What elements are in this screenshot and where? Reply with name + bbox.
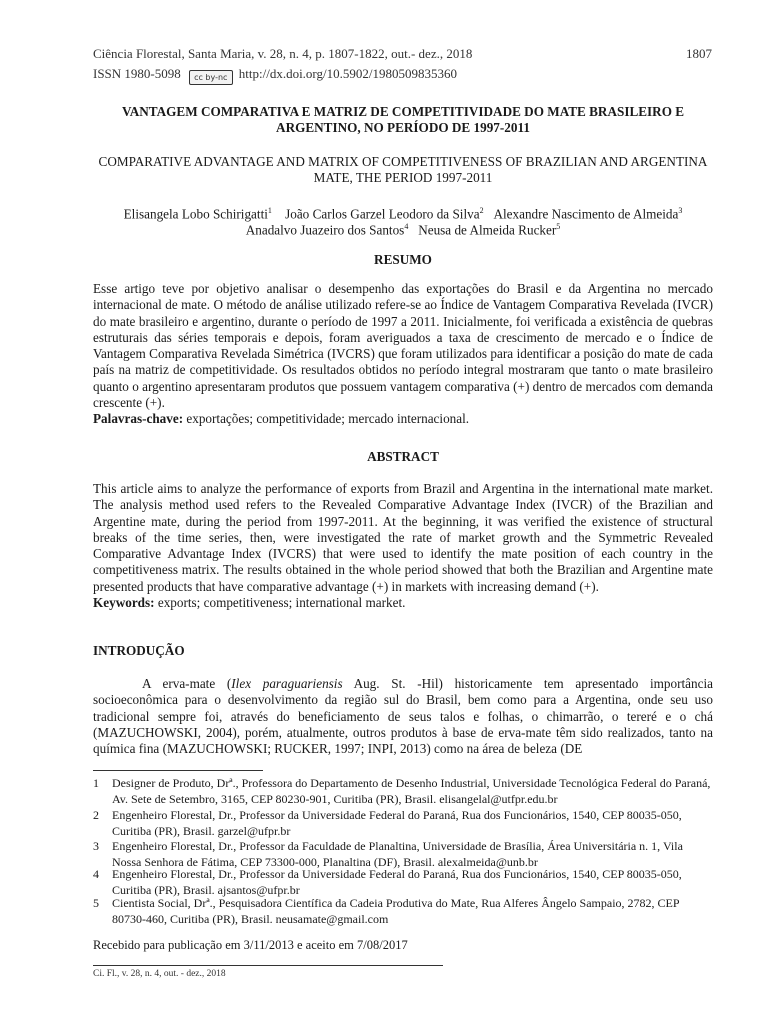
received-date: Recebido para publicação em 3/11/2013 e aceito em 7/08/2017 <box>93 938 408 952</box>
footnote-text: Cientista Social, Drª., Pesquisadora Científica da Cadeia Produtiva do Mate, Rua Alferes Ângelo Sampaio, 2782, CEP 80730-460, Curitiba (PR), Brasil. neusamate@gmail.com <box>112 896 680 926</box>
footnote-number: 4 <box>93 867 99 881</box>
journal-citation: Ciência Florestal, Santa Maria, v. 28, n. 4, p. 1807-1822, out.- dez., 2018 <box>93 46 473 61</box>
footnote-2 <box>93 807 713 839</box>
author-name: Alexandre Nascimento de Almeida <box>493 206 679 222</box>
issn-doi-line <box>93 66 457 85</box>
author-name: Anadalvo Juazeiro dos Santos <box>245 222 405 238</box>
intro-text-lead: A erva-mate ( <box>142 676 232 691</box>
footnote-text: Engenheiro Florestal, Dr., Professor da Universidade Federal do Paraná, Rua dos Funcionários, 1540, CEP 80035-050, Curitiba (PR), Brasil. garzel@ufpr.br <box>112 808 682 838</box>
resumo-heading: RESUMO <box>374 252 432 267</box>
footnote-text: Designer de Produto, Drª., Professora do Departamento de Desenho Industrial, Universidade Tecnológica Federal do Paraná, Av. Sete de Setembro, 3165, CEP 80230-901, Curitiba (PR), Brasil. elisangelal@utfpr.edu.br <box>112 776 711 806</box>
footnote-number: 5 <box>93 896 99 910</box>
resumo-body <box>93 281 713 428</box>
footnote-5 <box>93 895 713 927</box>
footer-separator <box>93 965 443 966</box>
introduction-heading: INTRODUÇÃO <box>93 643 185 658</box>
footer-citation: Ci. Fl., v. 28, n. 4, out. - dez., 2018 <box>93 969 226 979</box>
page-number: 1807 <box>686 46 712 61</box>
author-name: Neusa de Almeida Rucker <box>418 222 557 238</box>
abstract-keywords-label: Keywords: <box>93 595 155 611</box>
title-english: COMPARATIVE ADVANTAGE AND MATRIX OF COMPETITIVENESS OF BRAZILIAN AND ARGENTINA MATE, THE PERIOD 1997-2011 <box>98 154 708 185</box>
resumo-keywords: exportações; competitividade; mercado internacional. <box>186 411 470 427</box>
footnote-text: Engenheiro Florestal, Dr., Professor da Faculdade de Planaltina, Universidade de Brasília, Área Universitária n. 1, Vila Nossa Senhora de Fátima, CEP 73300-000, Planaltina (DF), Brasil. alexalmeida@unb.br <box>112 839 683 869</box>
introduction-body <box>93 676 713 757</box>
title-portuguese: VANTAGEM COMPARATIVA E MATRIZ DE COMPETITIVIDADE DO MATE BRASILEIRO E ARGENTINO, NO PERÍODO DE 1997-2011 <box>121 104 685 135</box>
footnote-number: 1 <box>93 776 99 790</box>
author-affiliation-mark: 3 <box>678 206 683 215</box>
author-affiliation-mark: 4 <box>404 222 409 231</box>
authors-line-2 <box>80 219 726 238</box>
intro-text: Aug. St. -Hil) historicamente tem apresentado importância socioeconômica para o desenvolvimento da região sul do Brasil, bem como para a Argentina, onde seu uso tradicional sempre foi, através do beneficiamento de seus talos e folhas, o chimarrão, o tereré e o chá (MAZUCHOWSKI, 2004), porém, atualmente, outros produtos à base de erva-mate têm sido realizados, tanto na química fina (MAZUCHOWSKI; RUCKER, 1997; INPI, 2013) como na área de beleza (DE <box>93 676 713 757</box>
footnote-text: Engenheiro Florestal, Dr., Professor da Universidade Federal do Paraná, Rua dos Funcionários, 1540, CEP 80035-050, Curitiba (PR), Brasil. ajsantos@ufpr.br <box>112 867 682 897</box>
species-name: Ilex paraguariensis <box>231 676 343 691</box>
author-affiliation-mark: 2 <box>479 206 484 215</box>
abstract-text: This article aims to analyze the performance of exports from Brazil and Argentina in the international mate market. The analysis method used refers to the Revealed Comparative Advantage Index (IVCR) of the Brazilian and Argentine mate, during the period from 1997-2011. At the beginning, it was verified the existence of structural breaks of the time series, then, were investigated the rate of market growth and the Symmetric Revealed Comparative Advantage Index (IVCRS) that were used to identify the mate position of each country in the competitiveness matrix. The results obtained in the whole period showed that both the Brazilian and Argentine mate presented products that have comparative advantage (+) in markets with increasing demand (+). <box>93 481 713 594</box>
author-name: João Carlos Garzel Leodoro da Silva <box>285 206 480 222</box>
author-name: Elisangela Lobo Schirigatti <box>123 206 268 222</box>
footnote-number: 3 <box>93 839 99 853</box>
footnote-4 <box>93 866 713 898</box>
abstract-body <box>93 481 713 611</box>
footnote-number: 2 <box>93 808 99 822</box>
doi-link[interactable]: http://dx.doi.org/10.5902/1980509835360 <box>238 66 458 81</box>
footnote-1 <box>93 775 713 807</box>
resumo-text: Esse artigo teve por objetivo analisar o desempenho das exportações do Brasil e da Argentina no mercado internacional de mate. O método de análise utilizado refere-se ao Índice de Vantagem Comparativa Revelada (IVCR) do mate brasileiro e argentino, durante o período de 1997 a 2011. Inicialmente, foi verificada a existência de quebras estruturais das séries temporais e depois, foram averiguados a taxa de crescimento de mercado e o Índice de Vantagem Comparativa Revelada Simétrica (IVCRS) que foram utilizados para identificar a posição do mate de cada país na matriz de competitividade. Os resultados obtidos no período integral mostraram que tanto o mate brasileiro quanto o argentino apresentaram produtos que possuem vantagem comparativa (+) dentro de mercados com demanda crescente (+). <box>93 281 713 411</box>
issn: ISSN 1980-5098 <box>93 66 181 81</box>
creative-commons-icon: cc by-nc <box>189 70 233 85</box>
abstract-keywords: exports; competitiveness; international market. <box>157 595 406 611</box>
author-affiliation-mark: 5 <box>556 222 561 231</box>
abstract-heading: ABSTRACT <box>367 449 439 464</box>
author-affiliation-mark: 1 <box>267 206 272 215</box>
resumo-keywords-label: Palavras-chave: <box>93 411 184 427</box>
footnote-separator <box>93 770 263 771</box>
